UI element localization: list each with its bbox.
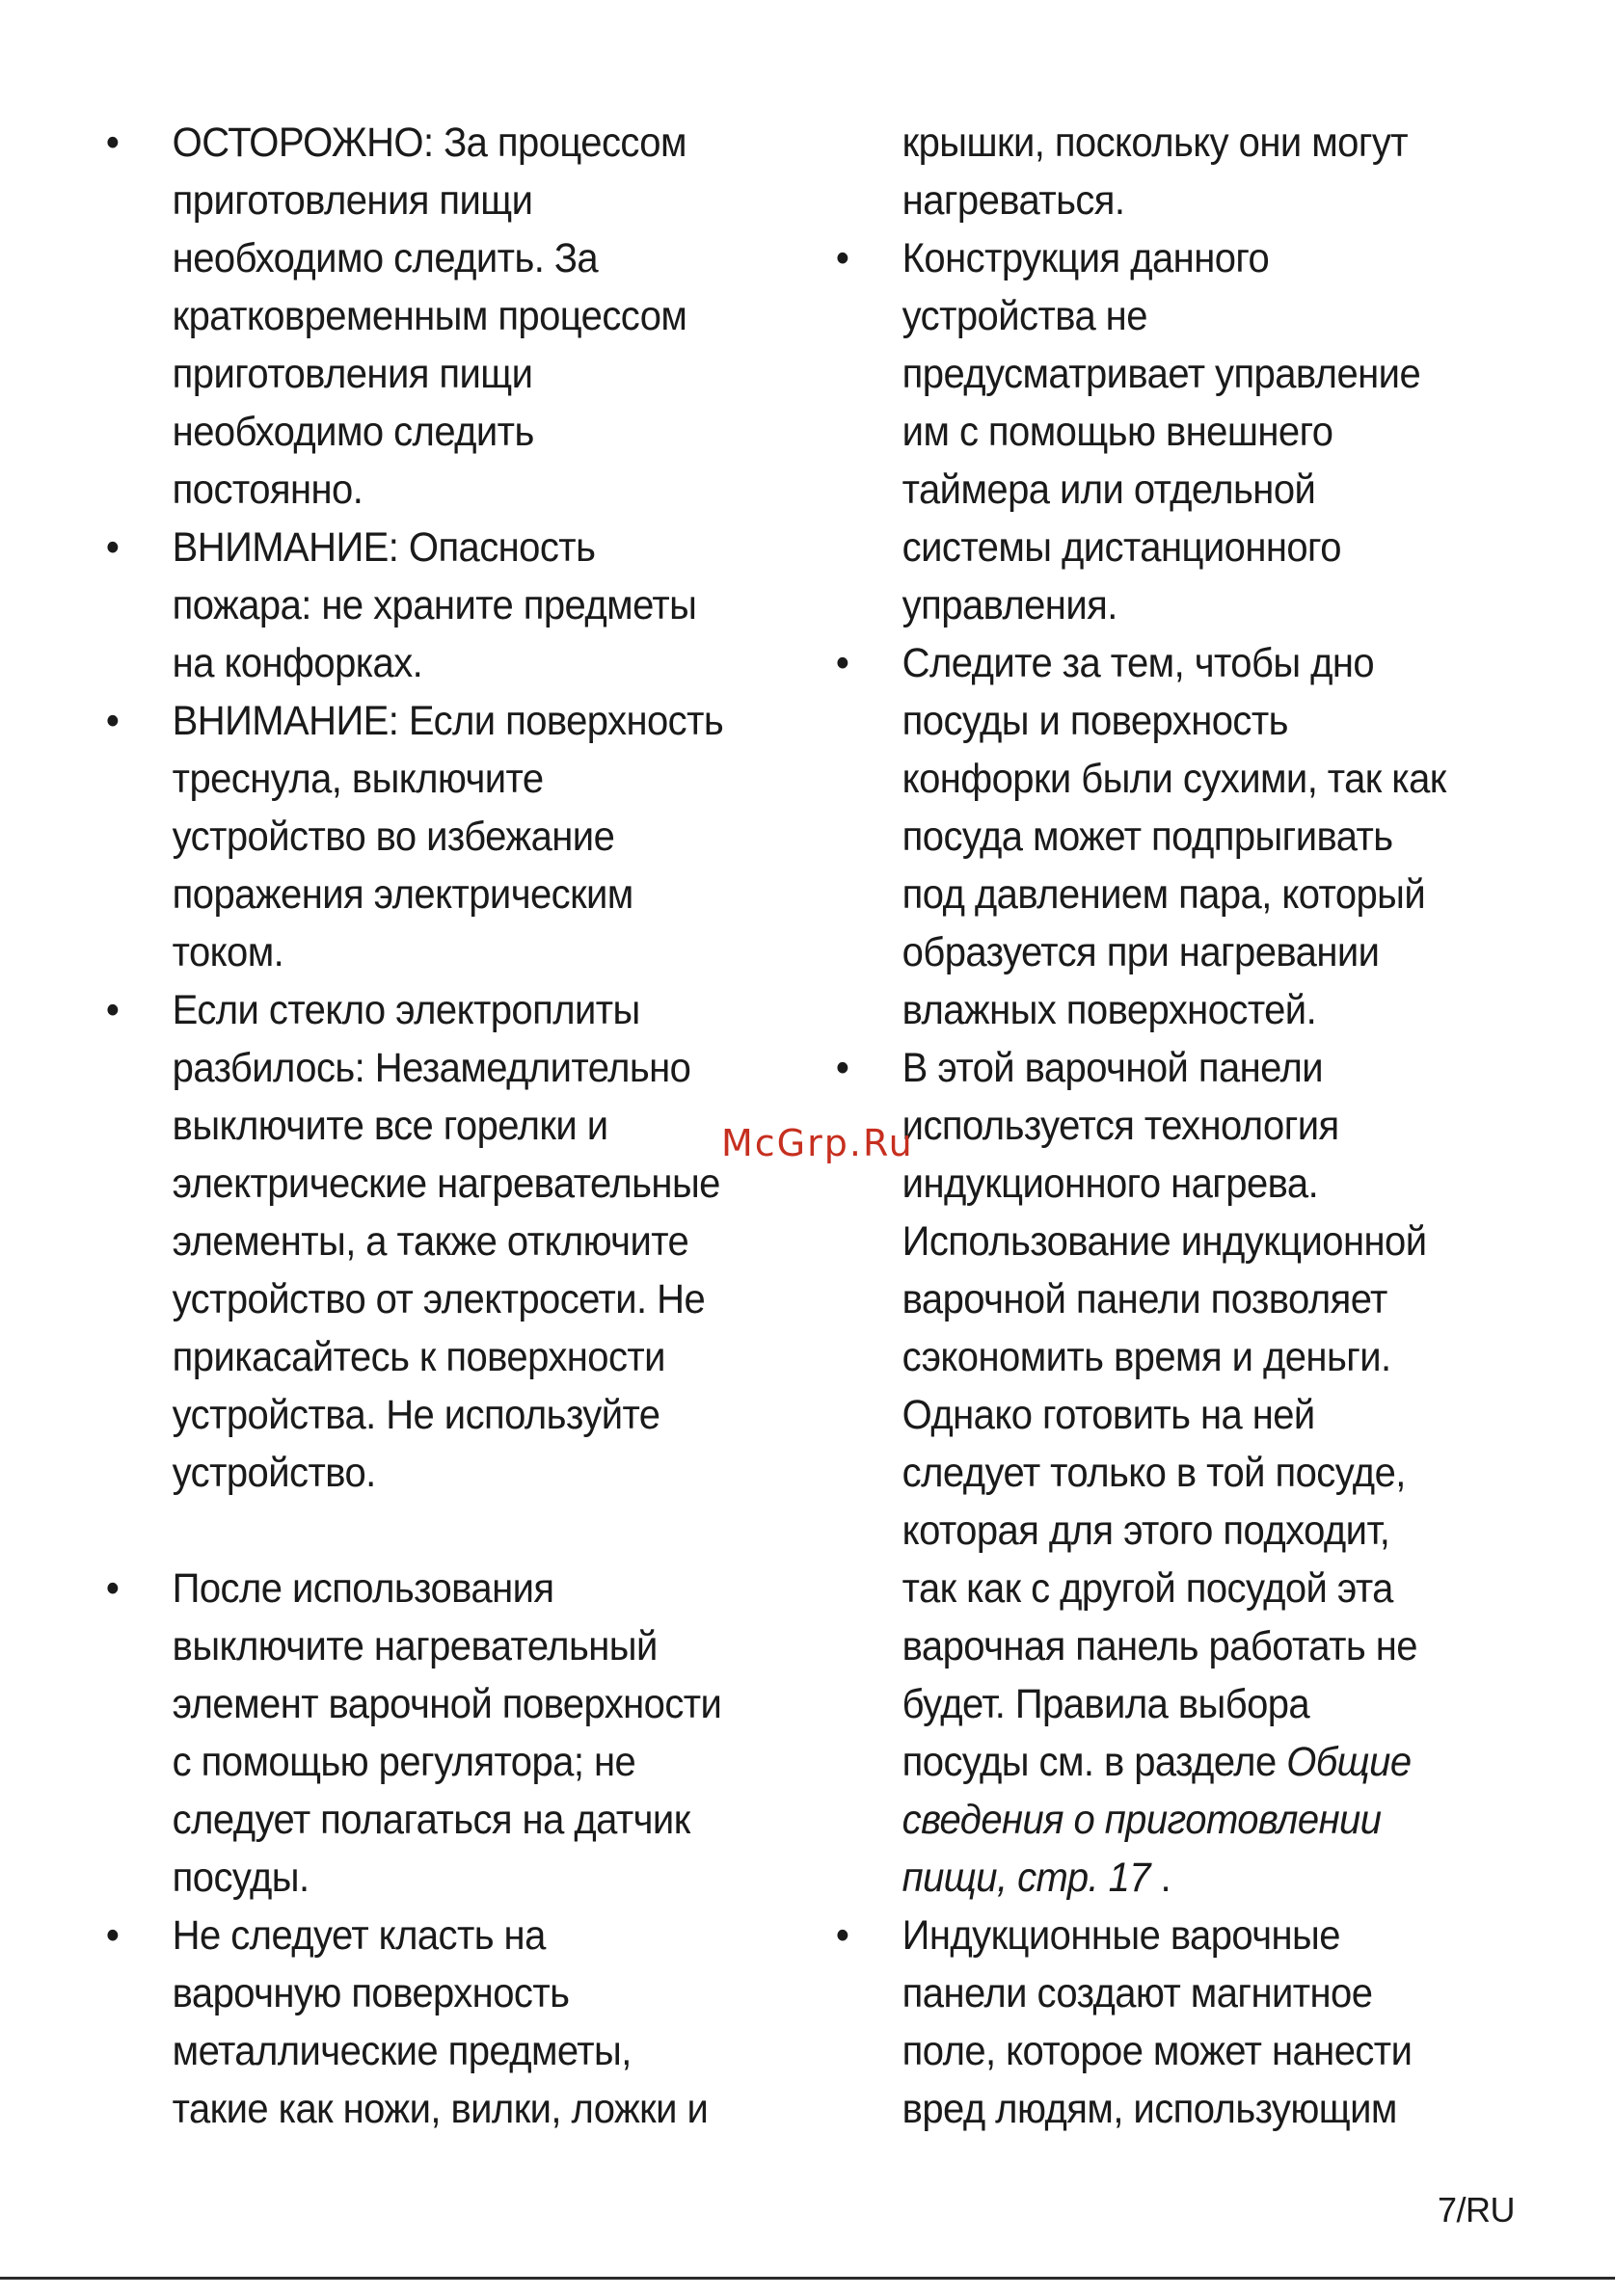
text-line-reference — [902, 1849, 1516, 1907]
cross-reference-link[interactable]: сведения о приготовлении — [902, 1797, 1382, 1843]
bullet: • — [105, 987, 120, 1033]
text-line: системы дистанционного — [902, 524, 1341, 571]
text-line: устройства. Не используйте — [172, 1392, 660, 1438]
text-line: током. — [172, 929, 284, 975]
text-line: с помощью регулятора; не — [172, 1739, 636, 1785]
bullet: • — [105, 1565, 120, 1612]
text-line: Индукционные варочные — [902, 1912, 1340, 1959]
safety-item-dry-surfaces — [834, 634, 1516, 1039]
safety-item-external-timer — [834, 229, 1516, 634]
text-line: будет. Правила выбора — [902, 1681, 1310, 1727]
text-line: таймера или отдельной — [902, 467, 1316, 513]
text-line: Однако готовить на ней — [902, 1392, 1315, 1438]
text-line: приготовления пищи — [172, 351, 533, 397]
safety-item-fire-warning — [104, 519, 803, 692]
text-line: Если стекло электроплиты — [172, 987, 640, 1033]
text-line: устройство. — [172, 1450, 376, 1496]
text-line: кратковременным процессом — [172, 293, 687, 339]
text-line: используется технология — [902, 1103, 1339, 1149]
text-line: Использование индукционной — [902, 1218, 1427, 1265]
text-line: под давлением пара, который — [902, 871, 1426, 918]
text-line: элементы, а также отключите — [172, 1218, 689, 1265]
text-line: образуется при нагревании — [902, 929, 1380, 975]
bullet: • — [105, 120, 120, 166]
text-line: необходимо следить. За — [172, 235, 599, 281]
bullet: • — [835, 1045, 849, 1091]
text-line: следует полагаться на датчик — [172, 1797, 690, 1843]
text-line: крышки, поскольку они могут — [902, 120, 1409, 166]
cross-reference-link[interactable]: Общие — [1286, 1739, 1412, 1785]
text-line: индукционного нагрева. — [902, 1161, 1319, 1207]
bullet: • — [105, 698, 120, 744]
text-line: такие как ножи, вилки, ложки и — [172, 2086, 709, 2132]
text-line: постоянно. — [172, 467, 363, 513]
text-line: нагреваться. — [902, 177, 1125, 224]
bullet: • — [835, 235, 849, 281]
watermark: McGrp.Ru — [721, 1122, 914, 1164]
text-line: устройство во избежание — [172, 814, 615, 860]
text-line: варочная панель работать не — [902, 1623, 1417, 1669]
text-line: варочной панели позволяет — [902, 1276, 1387, 1322]
text-line: им с помощью внешнего — [902, 409, 1333, 455]
safety-item-caution-cooking — [104, 114, 803, 519]
text-line: панели создают магнитное — [902, 1970, 1373, 2016]
text-line: ОСТОРОЖНО: За процессом — [172, 120, 686, 166]
text-line: Не следует класть на — [172, 1912, 546, 1959]
cross-reference-link[interactable]: пищи, стр. 17 — [902, 1855, 1150, 1901]
safety-item-after-use — [104, 1560, 803, 1907]
text-line: варочную поверхность — [172, 1970, 570, 2016]
safety-item-metal-objects — [104, 1907, 803, 2138]
text-line: посуда может подпрыгивать — [902, 814, 1393, 860]
safety-item-continuation — [834, 114, 1516, 229]
text-line: посуды. — [172, 1855, 310, 1901]
text-line: следует только в той посуде, — [902, 1450, 1406, 1496]
safety-item-cracked-surface — [104, 692, 803, 981]
safety-item-broken-glass — [104, 981, 803, 1502]
text-line: предусматривает управление — [902, 351, 1421, 397]
text-line: устройства не — [902, 293, 1147, 339]
bullet: • — [835, 640, 849, 686]
bullet: • — [835, 1912, 849, 1959]
text-line: вред людям, использующим — [902, 2086, 1397, 2132]
text-line: необходимо следить — [172, 409, 534, 455]
text-line: поле, которое может нанести — [902, 2028, 1413, 2074]
text-line: выключите нагревательный — [172, 1623, 658, 1669]
text-line: разбилось: Незамедлительно — [172, 1045, 691, 1091]
text-line: поражения электрическим — [172, 871, 633, 918]
bullet: • — [105, 524, 120, 571]
text-line: посуды и поверхность — [902, 698, 1288, 744]
safety-item-magnetic-field — [834, 1907, 1516, 2138]
text-line: ВНИМАНИЕ: Если поверхность — [172, 698, 724, 744]
bullet: • — [105, 1912, 120, 1959]
text-line: ВНИМАНИЕ: Опасность — [172, 524, 596, 571]
text-line: которая для этого подходит, — [902, 1508, 1390, 1554]
text-line-reference — [902, 1733, 1516, 1791]
text-line: конфорки были сухими, так как — [902, 756, 1446, 802]
page-number: 7/RU — [1437, 2190, 1515, 2229]
text-line: В этой варочной панели — [902, 1045, 1324, 1091]
text-line: влажных поверхностей. — [902, 987, 1317, 1033]
text-line: Конструкция данного — [902, 235, 1270, 281]
text-line: сэкономить время и деньги. — [902, 1334, 1391, 1380]
safety-item-induction — [834, 1039, 1516, 1907]
text-line: пожара: не храните предметы — [172, 582, 697, 628]
left-column — [104, 114, 803, 2138]
text-line: электрические нагревательные — [172, 1161, 720, 1207]
text-line: так как с другой посудой эта — [902, 1565, 1393, 1612]
text-line: управления. — [902, 582, 1117, 628]
right-column — [834, 114, 1516, 2138]
text-line: выключите все горелки и — [172, 1103, 608, 1149]
text-line: элемент варочной поверхности — [172, 1681, 722, 1727]
text-line: приготовления пищи — [172, 177, 533, 224]
reference-prefix: посуды см. в разделе — [902, 1739, 1287, 1785]
text-line: прикасайтесь к поверхности — [172, 1334, 665, 1380]
text-line: устройство от электросети. Не — [172, 1276, 706, 1322]
text-line: После использования — [172, 1565, 554, 1612]
text-line: Следите за тем, чтобы дно — [902, 640, 1375, 686]
reference-suffix: . — [1149, 1855, 1171, 1901]
text-line: треснула, выключите — [172, 756, 544, 802]
text-line: на конфорках. — [172, 640, 423, 686]
bottom-divider — [0, 2277, 1615, 2280]
text-line: металлические предметы, — [172, 2028, 632, 2074]
